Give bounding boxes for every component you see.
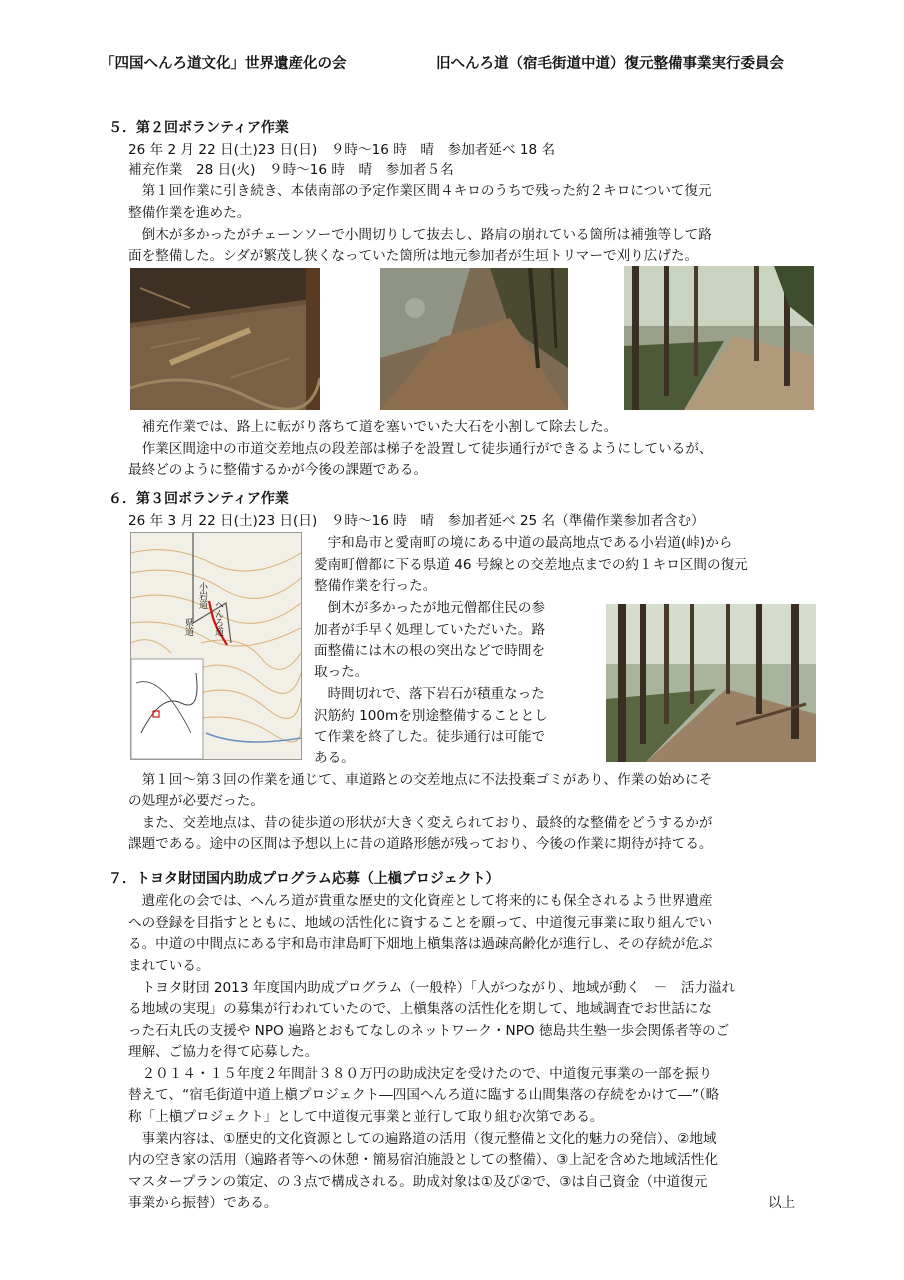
section7-line: 内の空き家の活用（遍路者等への休憩・簡易宿泊施設としての整備）、③上記を含めた地域活性化 <box>128 1152 718 1168</box>
section5-line: 整備作業を進めた。 <box>128 205 251 221</box>
section6-narrow-line: ある。 <box>314 750 355 766</box>
photo-trail-rock <box>380 268 568 410</box>
section7-line: マスタープランの策定、の３点で構成される。助成対象は①及び②で、③は自己資金（中道復元 <box>128 1174 708 1190</box>
section7-line: まれている。 <box>128 958 210 974</box>
section5-line: 第１回作業に引き続き、本俵南部の予定作業区間４キロのうちで残った約２キロについて復元 <box>128 183 712 199</box>
route-map <box>130 532 302 760</box>
section5-after-line: 最終どのように整備するかが今後の課題である。 <box>128 462 428 478</box>
section6-full-line: 課題である。途中の区間は予想以上に昔の道路形態が残っており、今後の作業に期待が持てる。 <box>128 836 713 852</box>
section7-line: 替えて、“宿毛街道中道上槇プロジェクト―四国へんろ道に臨する山間集落の存続をかけて―”（略 <box>128 1087 720 1103</box>
map-label: へんろ道 <box>213 600 223 636</box>
section6-full-line: の処理が必要だった。 <box>128 793 264 809</box>
section6-line: 宇和島市と愛南町の境にある中道の最高地点である小岩道(峠)から <box>314 535 733 551</box>
photo-forest-path <box>624 266 814 410</box>
section6-full-line: また、交差地点は、昔の徒歩道の形状が大きく変えられており、最終的な整備をどうするかが <box>128 815 713 831</box>
section6-narrow-line: 沢筋約 100mを別途整備することとし <box>314 708 548 724</box>
section7-line: ２０１４・１５年度２年間計３８０万円の助成決定を受けたので、中道復元事業の一部を振り <box>128 1066 713 1082</box>
map-label: 県道 <box>183 618 193 636</box>
section5-after-line: 作業区間途中の市道交差地点の段差部は梯子を設置して徒歩通行ができるようにしているが、 <box>128 441 713 457</box>
section5-after-line: 補充作業では、路上に転がり落ちて道を塞いでいた大石を小割して除去した。 <box>128 419 618 435</box>
section7-line: トヨタ財団 2013 年度国内助成プログラム（一般枠）「人がつながり、地域が動く － 活力溢れ <box>128 980 736 996</box>
section5-line: 倒木が多かったがチェーンソーで小間切りして抜去し、路肩の崩れている箇所は補強等して路 <box>128 227 712 243</box>
section6-line: 整備作業を行った。 <box>314 578 437 594</box>
section7-line: 遺産化の会では、へんろ道が貴重な歴史的文化資産として将来的にも保全されるよう世界遺産 <box>128 893 713 909</box>
closing-mark: 以上 <box>768 1195 796 1211</box>
section7-line: 事業内容は、①歴史的文化資源としての遍路道の活用（復元整備と文化的魅力の発信）、②地域 <box>128 1131 717 1147</box>
section6-narrow-line: 面整備には木の根の突出などで時間を <box>314 643 546 659</box>
section6-line: 愛南町僧都に下る県道 46 号線との交差地点までの約１キロ区間の復元 <box>314 557 748 573</box>
section7-line: る地域の実現」の募集が行われていたので、上槇集落の活性化を期して、地域調査でお世話にな <box>128 1001 712 1017</box>
section7-line: った石丸氏の支援や NPO 遍路とおもてなしのネットワーク・NPO 徳島共生塾一歩会関係者等のご <box>128 1023 730 1039</box>
section6-narrow-line: 取った。 <box>314 664 369 680</box>
photo-cedar-trail <box>606 604 816 762</box>
section7-line: 理解、ご協力を得て応募した。 <box>128 1044 319 1060</box>
section7-title: ７．トヨタ財団国内助成プログラム応募（上槇プロジェクト） <box>108 871 500 887</box>
section5-title: ５．第２回ボランティア作業 <box>108 120 289 136</box>
section6-narrow-line: 倒木が多かったが地元僧都住民の参 <box>314 600 546 616</box>
map-label: 小岩道 <box>197 582 207 609</box>
org-name: 「四国へんろ道文化」世界遺産化の会 <box>100 56 347 72</box>
section5-line: 面を整備した。シダが繁茂し狭くなっていた箇所は地元参加者が生垣トリマーで刈り広げた。 <box>128 248 699 264</box>
section5-line: 26 年 2 月 22 日(土)23 日(日) ９時〜16 時 晴 参加者延べ 18 名 <box>128 142 556 158</box>
section7-line: 事業から振替）である。 <box>128 1195 278 1211</box>
section7-line: 称「上槇プロジェクト」として中道復元事業と並行して取り組む次第である。 <box>128 1109 604 1125</box>
section6-narrow-line: 時間切れで、落下岩石が積重なった <box>314 686 545 702</box>
section6-narrow-line: 加者が手早く処理していただいた。路 <box>314 622 546 638</box>
section5-line: 補充作業 28 日(火) ９時〜16 時 晴 参加者５名 <box>128 162 454 178</box>
section7-line: る。中道の中間点にある宇和島市津島町下畑地上槇集落は過疎高齢化が進行し、その存続が危ぶ <box>128 936 713 952</box>
section7-line: への登録を目指すとともに、地域の活性化に資することを願って、中道復元事業に取り組んでい <box>128 915 713 931</box>
photo-trail-log <box>130 268 320 410</box>
committee-name: 旧へんろ道（宿毛街道中道）復元整備事業実行委員会 <box>436 56 784 72</box>
section6-date: 26 年 3 月 22 日(土)23 日(日) ９時〜16 時 晴 参加者延べ 25 名（準備作業参加者含む） <box>128 513 705 529</box>
section6-title: ６．第３回ボランティア作業 <box>108 491 289 507</box>
section6-narrow-line: て作業を終了した。徒歩通行は可能で <box>314 729 546 745</box>
section6-full-line: 第１回〜第３回の作業を通じて、車道路との交差地点に不法投棄ゴミがあり、作業の始めにそ <box>128 772 713 788</box>
